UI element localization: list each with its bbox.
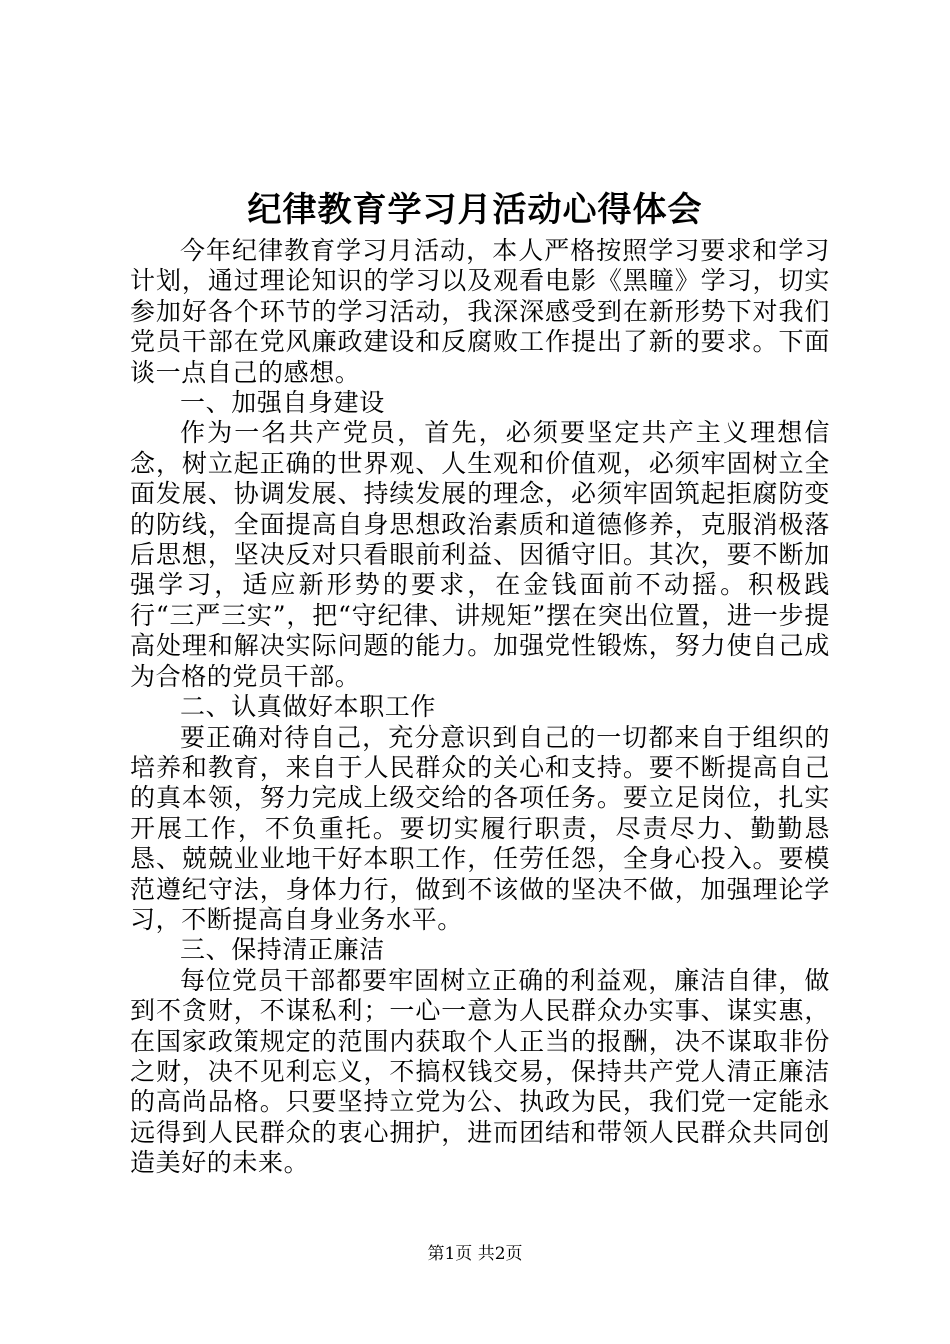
paragraph-section-2: 要正确对待自己，充分意识到自己的一切都来自于组织的培养和教育，来自于人民群众的关心和支持。要不断提高自己的真本领，努力完成上级交给的各项任务。要立足岗位，扎实开展工作，不负重托。要切实履行职责，尽责尽力、勤勤恳恳、兢兢业业地干好本职工作，任劳任怨，全身心投入。要模范遵纪守法，身体力行，做到不该做的坚决不做，加强理论学习，不断提高自身业务水平。 bbox=[130, 722, 830, 934]
paragraph-intro: 今年纪律教育学习月活动，本人严格按照学习要求和学习计划，通过理论知识的学习以及观看电影《黑瞳》学习，切实参加好各个环节的学习活动，我深深感受到在新形势下对我们党员干部在党风廉政建设和反腐败工作提出了新的要求。下面谈一点自己的感想。 bbox=[130, 236, 830, 387]
section-heading-3: 三、保持清正廉洁 bbox=[180, 935, 385, 965]
paragraph-section-1: 作为一名共产党员，首先，必须要坚定共产主义理想信念，树立起正确的世界观、人生观和价值观，必须牢固树立全面发展、协调发展、持续发展的理念，必须牢固筑起拒腐防变的防线，全面提高自身思想政治素质和道德修养，克服消极落后思想，坚决反对只看眼前利益、因循守旧。其次，要不断加强学习，适应新形势的要求，在金钱面前不动摇。积极践行“三严三实”，把“守纪律、讲规矩”摆在突出位置，进一步提高处理和解决实际问题的能力。加强党性锻炼，努力使自己成为合格的党员干部。 bbox=[130, 418, 830, 691]
paragraph-section-3: 每位党员干部都要牢固树立正确的利益观，廉洁自律，做到不贪财，不谋私利；一心一意为人民群众办实事、谋实惠，在国家政策规定的范围内获取个人正当的报酬，决不谋取非份之财，决不见利忘义，不搞权钱交易，保持共产党人清正廉洁的高尚品格。只要坚持立党为公、执政为民，我们党一定能永远得到人民群众的衷心拥护，进而团结和带领人民群众共同创造美好的未来。 bbox=[130, 965, 830, 1178]
document-title: 纪律教育学习月活动心得体会 bbox=[247, 190, 703, 230]
document-body bbox=[130, 236, 830, 1179]
section-heading-2: 二、认真做好本职工作 bbox=[180, 692, 437, 722]
section-heading-1: 一、加强自身建设 bbox=[180, 388, 385, 418]
page-number-footer: 第1页 共2页 bbox=[427, 1244, 523, 1264]
